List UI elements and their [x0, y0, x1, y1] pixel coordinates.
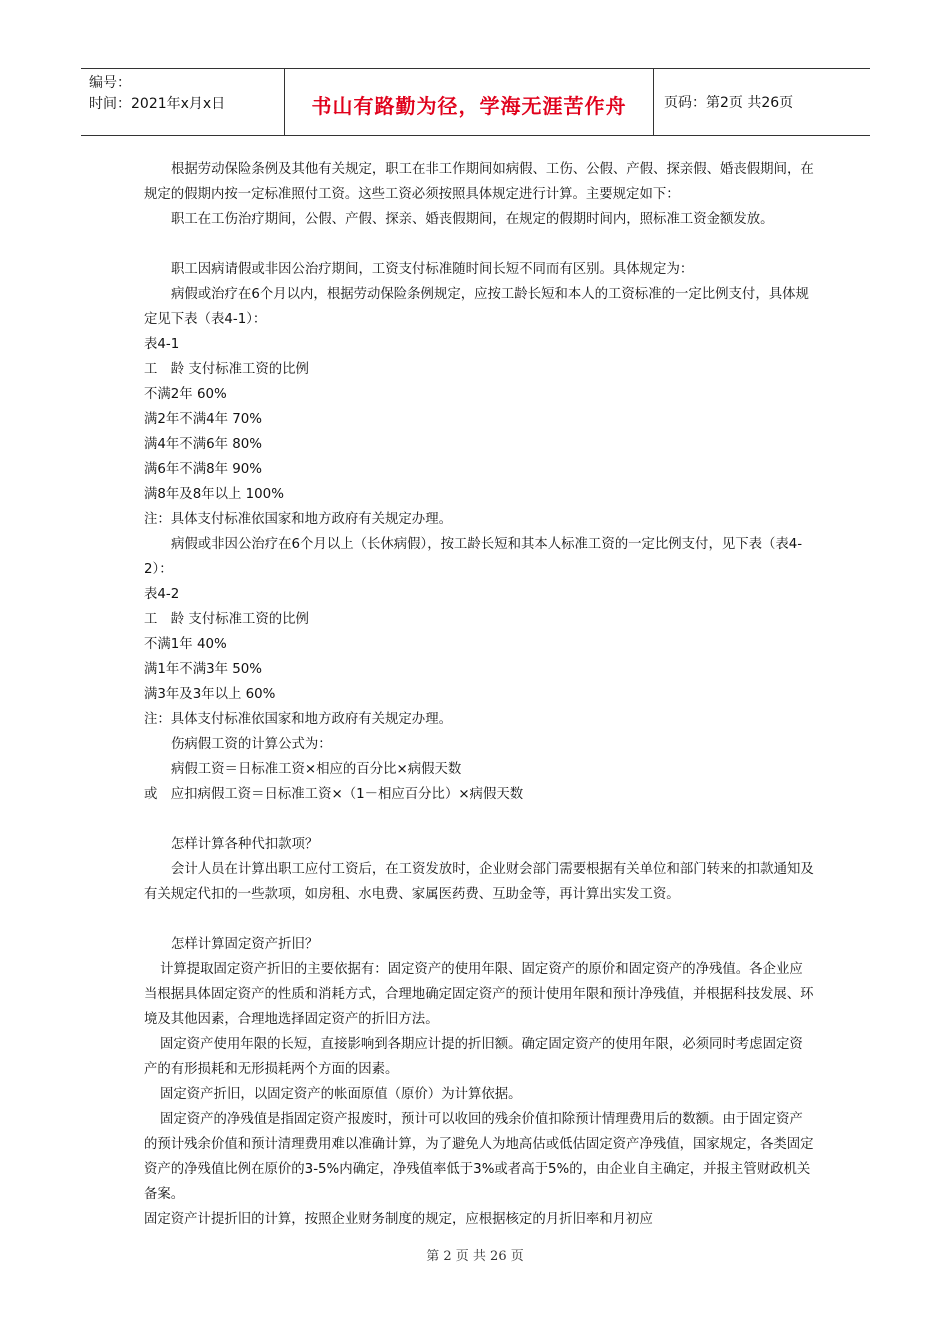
section-heading: 怎样计算固定资产折旧？: [171, 937, 319, 952]
table-row: 不满1年 40%: [144, 637, 227, 652]
formula: 病假工资＝日标准工资×相应的百分比×病假天数: [171, 762, 462, 777]
table-header-row: 工 龄 支付标准工资的比例: [144, 362, 309, 377]
paragraph: 计算提取固定资产折旧的主要依据有：固定资产的使用年限、固定资产的原价和固定资产的净残值。各企业应当根据具体固定资产的性质和消耗方式，合理地确定固定资产的预计使用年限和预计净残值，并根据科技发展、环境及其他因素，合理地选择固定资产的折旧方法。: [144, 962, 814, 1027]
table-note: 注：具体支付标准依国家和地方政府有关规定办理。: [144, 712, 452, 727]
document-number-label: 编号：: [89, 75, 131, 91]
paragraph: 固定资产计提折旧的计算，按照企业财务制度的规定，应根据核定的月折旧率和月初应: [144, 1212, 653, 1227]
header-meta-cell: [81, 69, 284, 135]
paragraph-spacer: [144, 807, 814, 832]
table-row: 满6年不满8年 90%: [144, 462, 263, 477]
paragraph: 职工在工伤治疗期间，公假、产假、探亲、婚丧假期间，在规定的假期时间内，照标准工资金额发放。: [171, 212, 774, 227]
table-row: 满4年不满6年 80%: [144, 437, 263, 452]
paragraph: 伤病假工资的计算公式为：: [171, 737, 332, 752]
header-motto: 书山有路勤为径，学海无涯苦作舟: [311, 93, 627, 118]
paragraph: 固定资产折旧，以固定资产的帐面原值（原价）为计算依据。: [160, 1087, 522, 1102]
paragraph: 职工因病请假或非因公治疗期间，工资支付标准随时间长短不同而有区别。具体规定为：: [171, 262, 694, 277]
header-page-cell: [654, 69, 870, 135]
paragraph: 固定资产的净残值是指固定资产报废时，预计可以收回的残余价值扣除预计情理费用后的数额。由于固定资产的预计残余价值和预计清理费用难以准确计算，为了避免人为地高估或低估固定资产净残值，国家规定，各类固定资产的净残值比例在原价的3-5%内确定，净残值率低于3%或者高于5%的，由企业自主确定，并报主管财政机关备案。: [144, 1112, 814, 1202]
paragraph-spacer: [144, 232, 814, 257]
table-row: 满3年及3年以上 60%: [144, 687, 276, 702]
paragraph: 固定资产使用年限的长短，直接影响到各期应计提的折旧额。确定固定资产的使用年限，必须同时考虑固定资产的有形损耗和无形损耗两个方面的因素。: [144, 1037, 803, 1077]
table-row: 不满2年 60%: [144, 387, 227, 402]
paragraph: 会计人员在计算出职工应付工资后，在工资发放时，企业财会部门需要根据有关单位和部门转来的扣款通知及有关规定代扣的一些款项，如房租、水电费、家属医药费、互助金等，再计算出实发工资。: [144, 862, 814, 902]
document-date-label: 时间：2021年x月x日: [89, 96, 226, 112]
table-header-row: 工 龄 支付标准工资的比例: [144, 612, 309, 627]
table-row: 满1年不满3年 50%: [144, 662, 263, 677]
paragraph-spacer: [144, 907, 814, 932]
page-footer: 第 2 页 共 26 页: [426, 1249, 524, 1264]
table-caption: 表4-1: [144, 337, 180, 352]
table-note: 注：具体支付标准依国家和地方政府有关规定办理。: [144, 512, 452, 527]
section-heading: 怎样计算各种代扣款项？: [171, 837, 319, 852]
paragraph: 病假或治疗在6个月以内，根据劳动保险条例规定，应按工龄长短和本人的工资标准的一定比例支付，具体规定见下表（表4-1）：: [144, 287, 809, 327]
formula: 或 应扣病假工资＝日标准工资×（1－相应百分比）×病假天数: [144, 787, 524, 802]
paragraph: 病假或非因公治疗在6个月以上（长休病假），按工龄长短和其本人标准工资的一定比例支付，见下表（表4-2）：: [144, 537, 803, 577]
document-body: [144, 157, 814, 1232]
document-header: [81, 68, 870, 136]
header-motto-cell: [284, 69, 654, 135]
table-caption: 表4-2: [144, 587, 180, 602]
paragraph: 根据劳动保险条例及其他有关规定，职工在非工作期间如病假、工伤、公假、产假、探亲假、婚丧假期间，在规定的假期内按一定标准照付工资。这些工资必须按照具体规定进行计算。主要规定如下：: [144, 162, 814, 202]
table-row: 满2年不满4年 70%: [144, 412, 263, 427]
table-row: 满8年及8年以上 100%: [144, 487, 284, 502]
header-page-label: 页码：第2页 共26页: [664, 95, 794, 111]
